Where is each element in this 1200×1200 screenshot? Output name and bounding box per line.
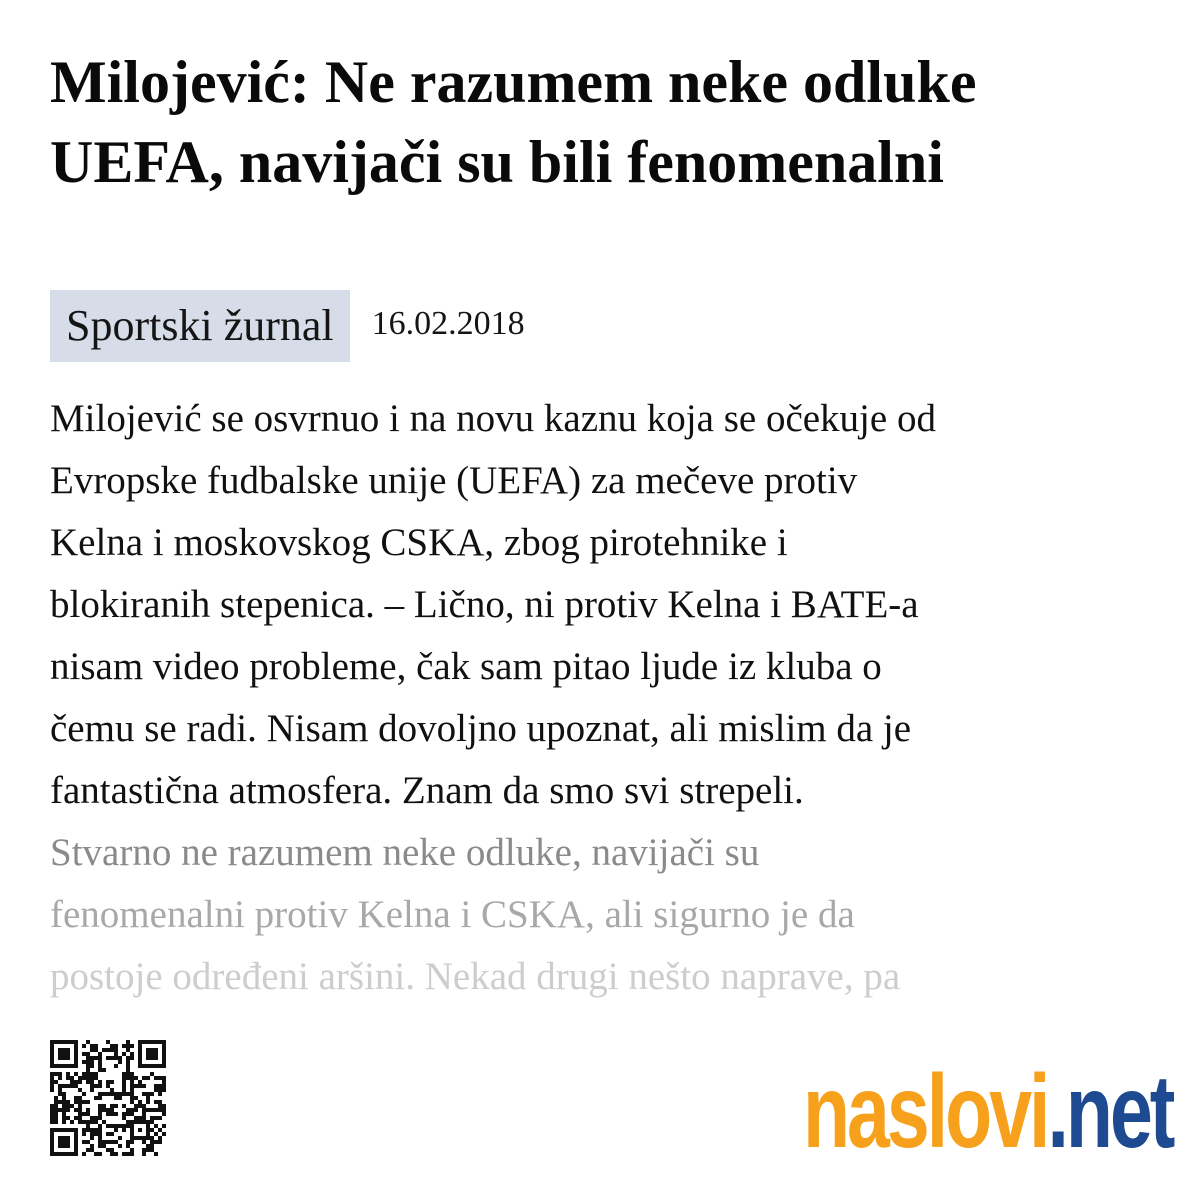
logo-naslovi: naslovi [803, 1054, 1048, 1170]
logo-net: .net [1047, 1054, 1173, 1170]
body-line: fantastična atmosfera. Znam da smo svi strepeli. [50, 769, 804, 812]
body-line: blokiranih stepenica. – Lično, ni protiv Kelna i BATE-a [50, 583, 919, 626]
body-line: nisam video probleme, čak sam pitao ljude iz kluba o [50, 645, 882, 688]
body-line: Milojević se osvrnuo i na novu kaznu koja se očekuje od [50, 397, 936, 440]
article-title: Milojević: Ne razumem neke odluke UEFA, navijači su bili fenomenalni [50, 49, 977, 195]
body-line: Evropske fudbalske unije (UEFA) za mečeve protiv [50, 459, 858, 502]
article-meta [50, 290, 525, 362]
source-badge[interactable]: Sportski žurnal [50, 290, 350, 362]
body-line: fenomenalni protiv Kelna i CSKA, ali sigurno je da [50, 893, 855, 936]
body-line: Stvarno ne razumem neke odluke, navijači su [50, 831, 760, 874]
body-line: čemu se radi. Nisam dovoljno upoznat, ali mislim da je [50, 707, 912, 750]
publish-date: 16.02.2018 [371, 305, 525, 342]
article-body [50, 388, 1160, 1010]
body-line: Kelna i moskovskog CSKA, zbog pirotehnike i [50, 521, 788, 564]
naslovi-logo[interactable] [803, 1054, 1173, 1170]
body-line: postoje određeni aršini. Nekad drugi nešto naprave, pa [50, 955, 901, 998]
qr-code-icon[interactable] [50, 1040, 166, 1156]
